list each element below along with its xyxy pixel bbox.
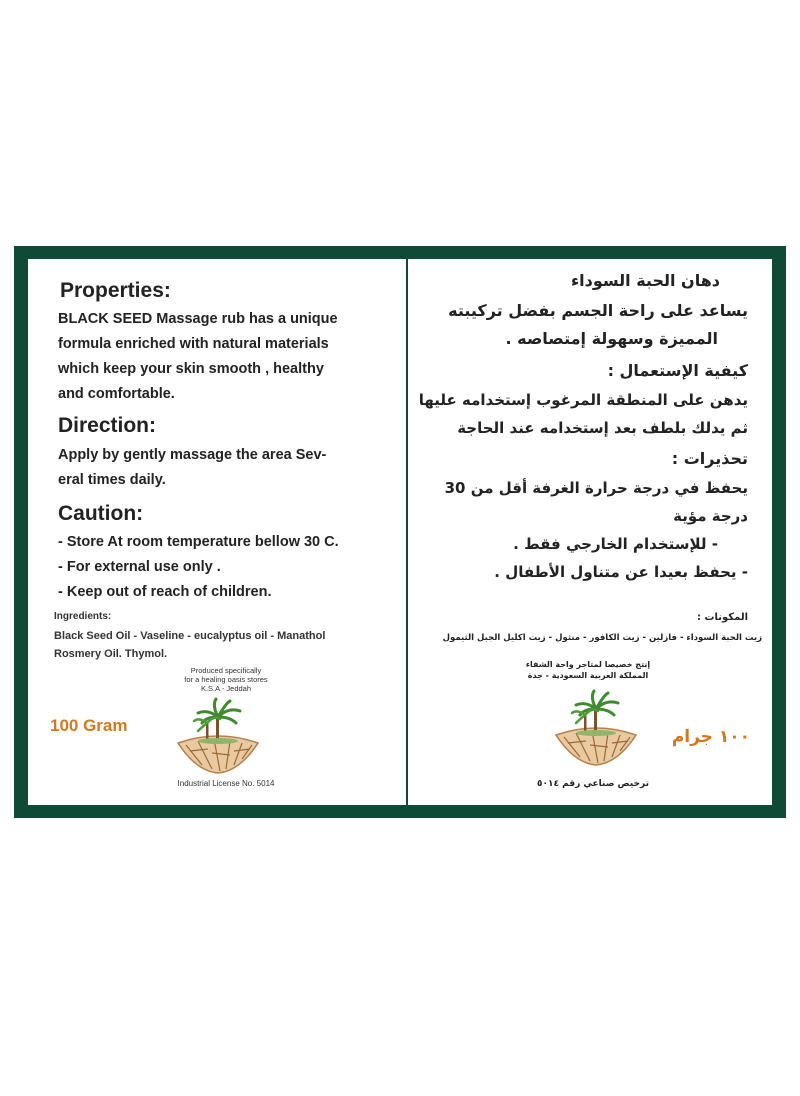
arabic-weight-label: ١٠٠ جرام bbox=[671, 727, 750, 747]
caution-line: - For external use only . bbox=[58, 559, 221, 575]
arabic-caution-text bbox=[408, 474, 748, 586]
properties-line: and comfortable. bbox=[58, 386, 175, 402]
ingredients-text bbox=[54, 627, 325, 663]
english-panel bbox=[28, 259, 406, 805]
caution-heading: Caution: bbox=[58, 502, 144, 525]
direction-heading: Direction: bbox=[58, 414, 157, 437]
producer-line: for a healing oasis stores bbox=[184, 675, 268, 684]
arabic-direction-line: يدهن على المنطقة المرغوب إستخدامه عليها bbox=[418, 391, 748, 409]
arabic-properties-line: المميزة وسهولة إمتصاصه . bbox=[505, 329, 718, 348]
arabic-panel bbox=[408, 259, 772, 805]
caution-line: - Store At room temperature bellow 30 C. bbox=[58, 534, 339, 550]
arabic-license-text: ترخيص صناعي رقم ٥٠١٤ bbox=[537, 779, 649, 789]
arabic-properties-line: يساعد على راحة الجسم بفضل تركيبته bbox=[448, 301, 748, 320]
arabic-caution-heading: تحذيرات : bbox=[671, 449, 748, 468]
properties-line: which keep your skin smooth , healthy bbox=[58, 361, 324, 377]
palm-oasis-logo bbox=[168, 695, 268, 775]
arabic-producer-line: إنتج خصيصا لمتاجر واحة الشفاء bbox=[525, 660, 651, 669]
ingredients-line: Black Seed Oil - Vaseline - eucalyptus oil - Manathol bbox=[54, 630, 326, 642]
producer-line: Produced specifically bbox=[190, 666, 262, 675]
caution-text bbox=[58, 530, 339, 605]
arabic-caution-line: يحفظ في درجة حرارة الغرفة أقل من 30 bbox=[444, 479, 748, 497]
arabic-ingredients-heading: المكونات : bbox=[696, 612, 748, 623]
properties-line: BLACK SEED Massage rub has a unique bbox=[58, 311, 338, 327]
label-frame bbox=[14, 246, 786, 818]
arabic-producer-text bbox=[508, 659, 668, 681]
properties-heading: Properties: bbox=[60, 279, 171, 302]
ingredients-line: Rosmery Oil. Thymol. bbox=[54, 648, 168, 660]
license-text: Industrial License No. 5014 bbox=[177, 779, 275, 788]
arabic-direction-text bbox=[408, 386, 748, 442]
direction-line: eral times daily. bbox=[58, 472, 166, 488]
arabic-producer-line: المملكة العربية السعودية - جدة bbox=[527, 671, 649, 680]
arabic-ingredients-text: زيت الحبة السوداء - فازلين - زيت الكافور - منثول - زيت اكليل الجبل الثيمول bbox=[442, 633, 762, 643]
weight-label: 100 Gram bbox=[50, 716, 128, 735]
arabic-title: دهان الحبة السوداء bbox=[570, 271, 720, 290]
properties-line: formula enriched with natural materials bbox=[58, 336, 329, 352]
arabic-direction-line: ثم يدلك بلطف بعد إستخدامه عند الحاجة bbox=[457, 419, 748, 437]
properties-text bbox=[58, 307, 338, 407]
direction-line: Apply by gently massage the area Sev- bbox=[58, 447, 327, 463]
producer-text bbox=[166, 666, 286, 693]
arabic-caution-line: - للإستخدام الخارجي فقط . bbox=[513, 535, 718, 553]
direction-text bbox=[58, 443, 326, 493]
arabic-direction-heading: كيفية الإستعمال : bbox=[607, 361, 748, 380]
arabic-caution-line: - يحفظ بعيدا عن متناول الأطفال . bbox=[494, 563, 748, 581]
arabic-properties-text bbox=[418, 297, 748, 353]
arabic-caution-line: درجة مؤية bbox=[673, 507, 748, 525]
caution-line: - Keep out of reach of children. bbox=[58, 584, 272, 600]
producer-line: K.S.A - Jeddah bbox=[200, 684, 252, 693]
ingredients-heading: Ingredients: bbox=[54, 611, 112, 622]
